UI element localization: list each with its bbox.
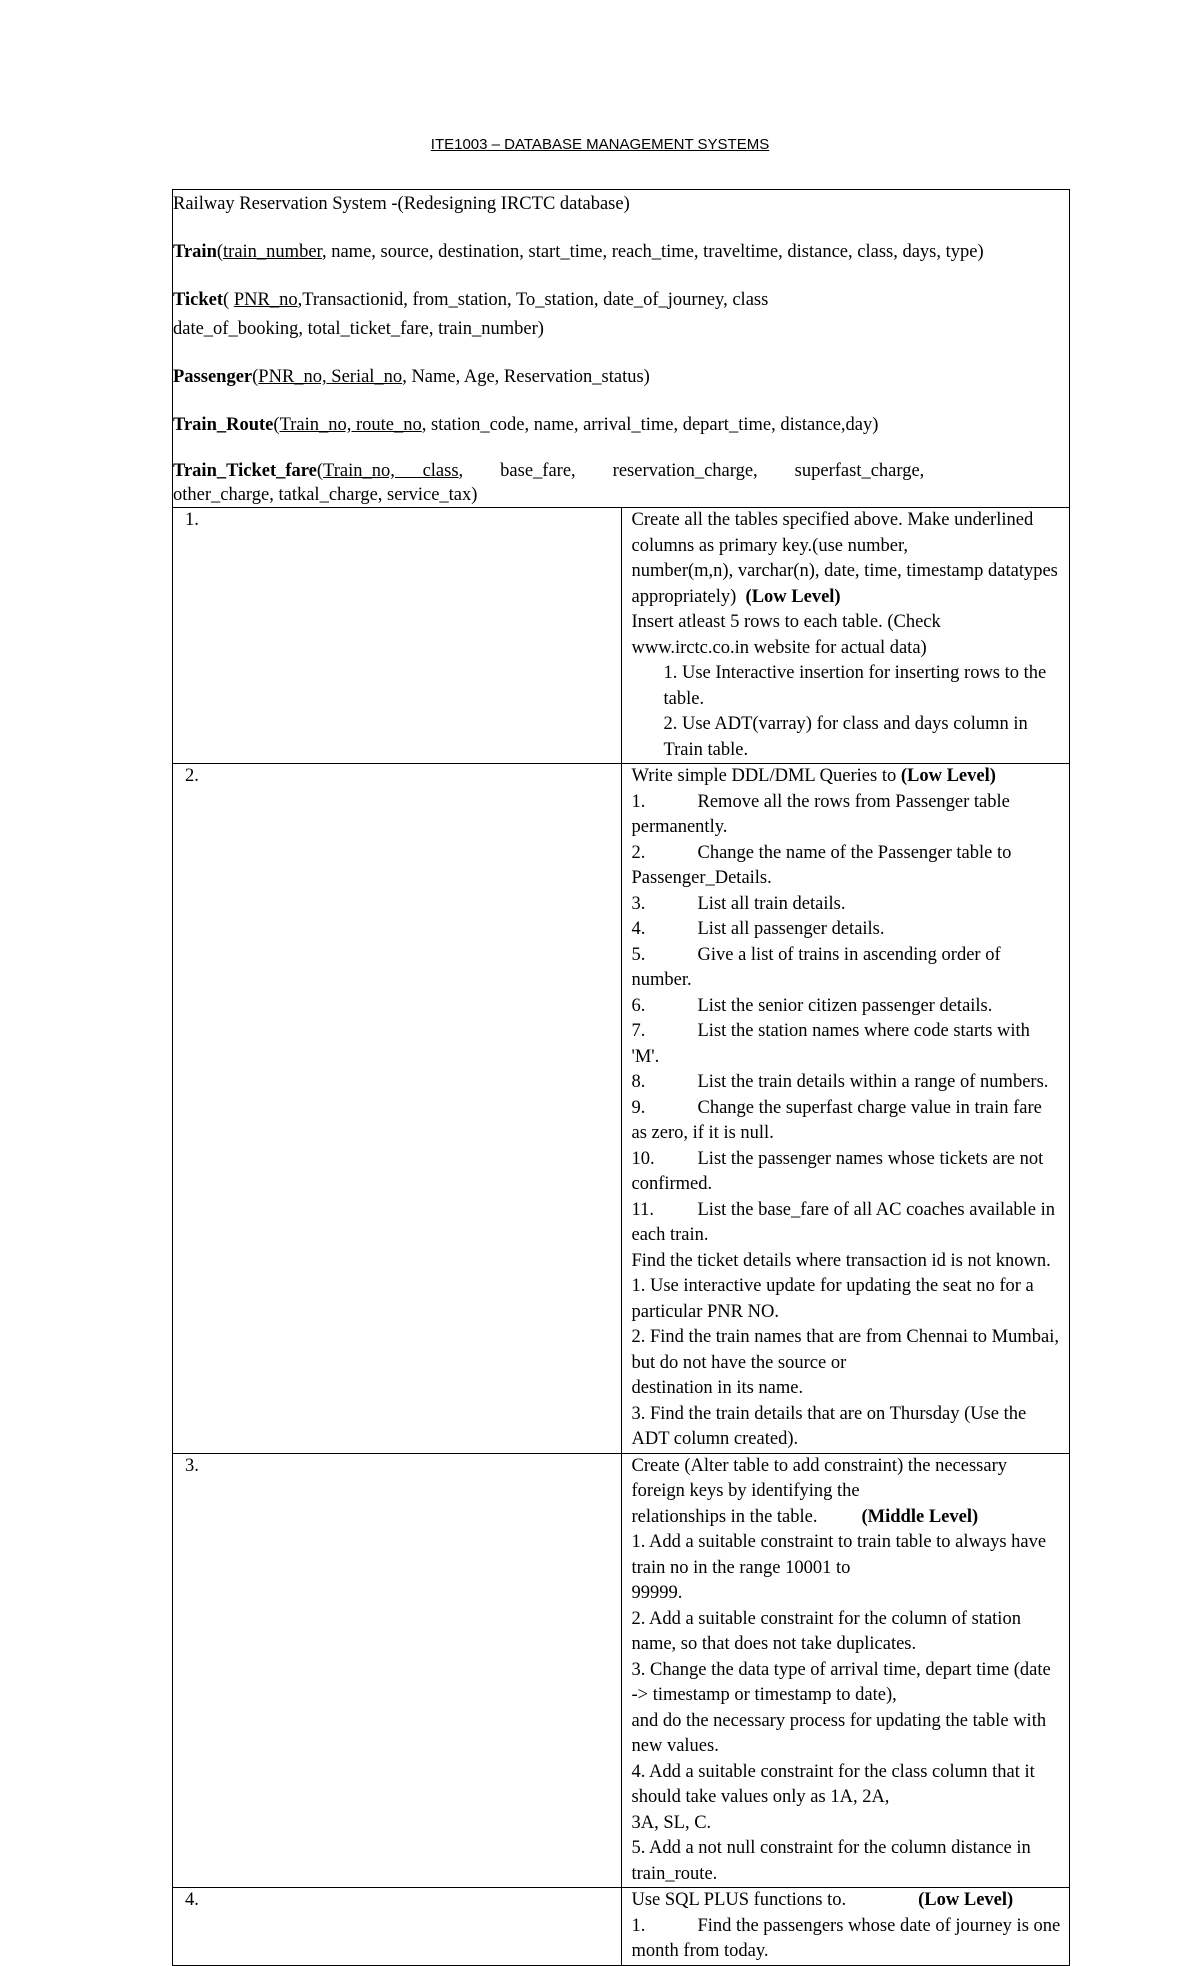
primary-key: PNR_no, Serial_no [258, 367, 403, 387]
list-item: 5. Give a list of trains in ascending order of number. [631, 944, 1001, 990]
task-body: Use SQL PLUS functions to. (Low Level) 1. Find the passengers whose date of journey is one month from today. [621, 1888, 1070, 1966]
list-item: 2. Use ADT(varray) for class and days column in Train table. [663, 714, 1028, 760]
task-body: Create (Alter table to add constraint) the necessary foreign keys by identifying the relationships in the table. (Middle Level) 1. Add a suitable constraint to train table to always have train no in the range 10001 to 99999. 2. Add a suitable constraint for the column of station name, so that does not take duplicates. 3. Change the data type of arrival time, depart time (date -> timestamp or timestamp to date), and do the necessary process for updating the table with new values. 4. Add a suitable constraint for the class column that it should take values only as 1A, 2A, 3A, SL, C. 5. Add a not null constraint for the column distance in train_route. [621, 1453, 1070, 1888]
schema-train-ticket-fare: Train_Ticket_fare(Train_no, class, base_fare, reservation_charge, superfast_charge, other_charge, tatkal_charge, service_tax) [173, 461, 925, 505]
task-body: Create all the tables specified above. Make underlined columns as primary key.(use number, number(m,n), varchar(n), date, time, timestamp datatypes appropriately) (Low Level) Insert atleast 5 rows to each table. (Check www.irctc.co.in website for actual data) 1. Use Interactive insertion for inserting rows to the table. 2. Use ADT(varray) for class and days column in Train table. [621, 508, 1070, 764]
list-item: 1. Remove all the rows from Passenger table permanently. [631, 791, 1010, 837]
list-item: 9. Change the superfast charge value in train fare as zero, if it is null. [631, 1097, 1042, 1143]
schema-cell [173, 190, 1070, 508]
list-item: 2. Change the name of the Passenger table to Passenger_Details. [631, 842, 1012, 888]
primary-key: PNR_no [233, 290, 298, 310]
task-row-3 [173, 1453, 1070, 1888]
primary-key: train_number [223, 242, 322, 262]
schema-passenger: Passenger(PNR_no, Serial_no, Name, Age, Reservation_status) [173, 367, 650, 387]
table-name-ticket: Ticket [173, 290, 224, 310]
list-item: 8. List the train details within a range of numbers. [631, 1072, 1049, 1092]
task-row-2 [173, 764, 1070, 1454]
list-item: 6. List the senior citizen passenger details. [631, 995, 993, 1016]
schema-row [173, 190, 1070, 508]
list-item: 3. List all train details. [631, 893, 846, 914]
list-item: 1. Find the passengers whose date of journey is one month from today. [631, 1915, 1061, 1961]
list-item: 10. List the passenger names whose tickets are not confirmed. [631, 1148, 1044, 1194]
task-number: 2. [173, 764, 622, 1454]
primary-key: Train_no, class [323, 461, 459, 481]
assignment-table [172, 189, 1070, 1966]
schema-ticket: Ticket( PNR_no,Transactionid, from_station, To_station, date_of_journey, class date_of_booking, total_ticket_fare, train_number) [173, 290, 769, 339]
page-title: ITE1003 – DATABASE MANAGEMENT SYSTEMS [430, 136, 770, 153]
table-name-train-route: Train_Route [173, 415, 274, 435]
level-label: (Low Level) [745, 586, 841, 607]
level-label: (Low Level) [918, 1890, 1014, 1910]
task-row-4 [173, 1888, 1070, 1966]
task-number: 3. [173, 1453, 622, 1888]
schema-train-route: Train_Route(Train_no, route_no, station_code, name, arrival_time, depart_time, distance,day) [173, 415, 879, 435]
task-row-1 [173, 508, 1070, 764]
table-name-train-ticket-fare: Train_Ticket_fare [173, 461, 317, 481]
primary-key: Train_no, route_no [279, 415, 422, 435]
list-item: 11. List the base_fare of all AC coaches available in each train. [631, 1199, 1056, 1245]
level-label: (Middle Level) [861, 1506, 979, 1527]
schema-train: Train(train_number, name, source, destination, start_time, reach_time, traveltime, distance, class, days, type) [173, 242, 984, 262]
schema-heading: Railway Reservation System -(Redesigning IRCTC database) [173, 194, 630, 214]
table-name-train: Train [173, 242, 217, 262]
list-item: 1. Use Interactive insertion for inserting rows to the table. [663, 663, 1047, 709]
task-number: 1. [173, 508, 622, 764]
task-body: Write simple DDL/DML Queries to (Low Level) 1. Remove all the rows from Passenger table permanently. 2. Change the name of the Passenger table to Passenger_Details. 3. List all train details. 4. List all passenger details. 5. Give a list of trains in ascending order of number. 6. List the senior citizen passenger details. 7. List the station names where code starts with 'M'. 8. List the train details within a range of numbers. 9. Change the superfast charge value in train fare as zero, if it is null. 10. List the passenger names whose tickets are not confirmed. 11. List the base_fare of all AC coaches available in each train. Find the ticket details where transaction id is not known. 1. Use interactive update for updating the seat no for a particular PNR NO. 2. Find the train names that are from Chennai to Mumbai, but do not have the source or destination in its name. 3. Find the train details that are on Thursday (Use the ADT column created). [621, 764, 1070, 1454]
task-number: 4. [173, 1888, 622, 1966]
level-label: (Low Level) [900, 766, 996, 786]
list-item: 4. List all passenger details. [631, 919, 885, 939]
list-item: 7. List the station names where code starts with 'M'. [631, 1021, 1030, 1067]
table-name-passenger: Passenger [173, 367, 253, 387]
